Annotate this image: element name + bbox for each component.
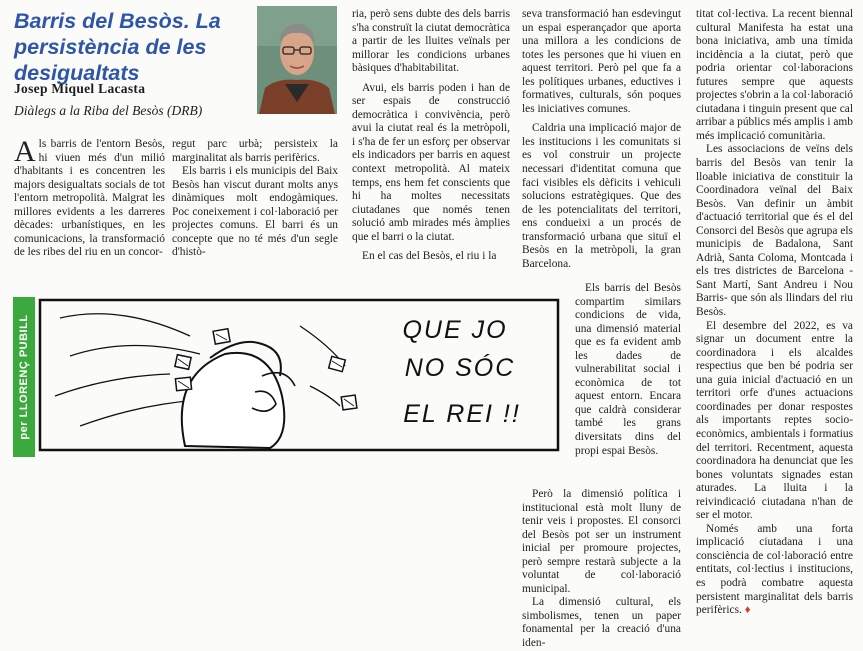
- speech-line-3: EL REI !!: [403, 400, 521, 428]
- paragraph-closing: Només amb una forta implicació ciutadana i una consciència de col·laboració entre entitats, col·lectius i institucions, es podrà combatre aquesta persistent marginalitat dels barris perifèrics.: [696, 522, 853, 617]
- column-4: [522, 8, 681, 271]
- paragraph: El desembre del 2022, es va signar un document entre la coordinadora i els alcaldes respectius que ben bé podria ser una guia inicial d'actuació en un territori orfe d'unes actuacions coordinades per donar respostes als importants reptes socio-econòmics, ambientals i formatius del territori. Recentment, aquesta coordinadora ha denunciat que les bones voluntats signades estan aturades. La lluita i la reivindicació ciutadana n'han de ser el motor.: [696, 319, 853, 522]
- author-name: Josep Miquel Lacasta: [14, 81, 146, 96]
- paragraph: En el cas del Besòs, el riu i la: [362, 250, 497, 263]
- paragraph-continued: titat col·lectiva. La recent biennal cultural Manifesta ha estat una bona iniciativa, amb una tímida incidència a la ciutat, però que podria orientar col·laboracions futures sempre que aquests projectes s'obrin a la col·laboració ciutadana i tinguin present que cal arribar a públics més amplis i amb més implicació comunitària.: [696, 8, 853, 142]
- column-4-inset: [575, 282, 681, 458]
- column-3: [352, 8, 510, 264]
- paragraph-intro: ls barris de l'entorn Besòs, hi viuen més d'un milió d'habitants i es concentren les majors desigualtats socials de tot l'entorn metropolità. Malgrat les millores evidents a les darreres dècades: urbanístiques, en les comunicacions, la transformació de les ribes del riu en un concor-: [14, 138, 165, 259]
- column-2: [172, 138, 338, 260]
- paragraph-continued: seva transformació han esdevingut un espai esperançador que aporta una millora a les condicions de totes les persones que hi viuen en aquest territori. Però pel que fa a les polítiques urbanes, eductives i formatives, culturals, són poques les iniciatives comunes.: [522, 8, 681, 115]
- paragraph-continued: ria, però sens dubte des dels barris s'ha construït la ciutat democràtica a partir de les lluites veïnals per millorar les condicions urbanes bàsiques d'habitabilitat.: [352, 8, 510, 75]
- paragraph: Però la dimensió política i institucional està molt lluny de tenir veis i propostes. El consorci del Besòs pot ser un instrument inicial per promoure projectes, però sempre restarà subjecte a la voluntat de col·laboració municipal.: [522, 488, 681, 595]
- cartoon-illustration: [0, 296, 564, 458]
- author-photo: [257, 6, 337, 114]
- paragraph: La dimensió cultural, els simbolismes, tenen un paper fonamental per la creació d'una iden-: [522, 596, 681, 650]
- paragraph: Caldria una implicació major de les institucions i les comunitats si es vol construir un projecte necessari d'identitat comuna que faci visibles els dèficits i vehiculi solucions estratègiques. Que des de les potencialitats del territori, ens condueixi a un procés de transformació urbana que situï el Besòs en la metròpoli, la gran Barcelona.: [522, 122, 681, 270]
- cartoon-credit-label: per LLORENÇ PUBILL: [18, 314, 30, 440]
- paragraph: [696, 523, 853, 618]
- speech-line-1: QUE JO: [402, 316, 508, 344]
- column-4-bottom: [522, 488, 681, 651]
- article-subtitle: Diàlegs a la Riba del Besòs (DRB): [14, 103, 203, 118]
- paragraph: Els barris del Besòs compartim similars condicions de vida, una dimensió material que es fa evident amb les dades de vulnerabilitat social i econòmica de tot aquest entorn. Encara que caldrà considerar també les grans diversitats dins del propi espai Besòs.: [575, 282, 681, 457]
- column-5: [696, 8, 853, 618]
- paragraph: Avui, els barris poden i han de ser espais de construcció democràtica i convivència, però avui la ciutat real és la metròpoli, i s'ha de fer un esforç per observar els indicadors per barris en aquest context metropolità. Al mateix temps, ens hem fet conscients que hi ha moltes necessitats ciutadanes que només tenen solució amb mirades més àmplies que el barri o la ciutat.: [352, 81, 510, 243]
- speech-line-2: NO SÓC: [404, 354, 516, 382]
- paragraph: Les associacions de veïns dels barris del Besòs van tenir la lloable iniciativa de constituir la Coordinadora veïnal del Baix Besòs. Van definir un àmbit d'actuació territorial que és el del Consorci del Besòs que agrupa els municipis de Badalona, Sant Adrià, Santa Coloma, Montcada i els tres districtes de Barcelona -Sant Martí, Sant Andreu i Nou Barris- que són als llindars del riu Besòs.: [696, 143, 853, 319]
- paragraph: Els barris i els municipis del Baix Besòs han viscut durant molts anys dinàmiques molt endogàmiques. Poc coneixement i col·laboració per projectes comuns. El barri és un concepte que no té més d'un segle d'histò-: [172, 165, 338, 259]
- column-1: [14, 135, 165, 260]
- cartoon-credit: [13, 297, 35, 457]
- article-title: Barris del Besòs. La persistència de les desigualtats: [14, 9, 221, 85]
- drop-cap: A: [14, 135, 36, 168]
- paragraph-intro-continued: regut parc urbà; persisteix la marginalitat als barris perifèrics.: [172, 138, 338, 164]
- end-mark-icon: ♦: [744, 604, 751, 617]
- speech-text: [402, 316, 520, 428]
